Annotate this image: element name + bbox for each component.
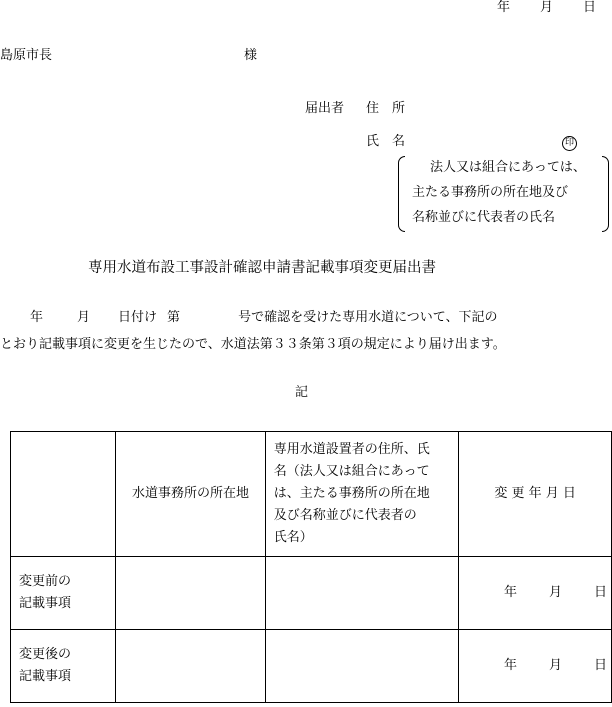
- cell-year: 年: [503, 658, 517, 673]
- cell-month: 月: [548, 585, 562, 600]
- change-table: [10, 431, 612, 703]
- note-line-3: 名称並びに代表者の氏名: [412, 210, 556, 225]
- row-label-line: 記載事項: [19, 669, 72, 684]
- row-label-line: 変更前の: [19, 574, 72, 589]
- note-line-1: 法人又は組合にあっては、: [430, 160, 586, 175]
- row-label-after: [11, 630, 116, 703]
- note-line-2: 主たる事務所の所在地及び: [412, 185, 569, 200]
- ki-heading: 記: [295, 385, 309, 400]
- body-year: 年: [30, 310, 44, 325]
- seal-icon: 印: [562, 136, 577, 151]
- name-label: 氏 名: [366, 134, 406, 149]
- header-change-date: 変 更 年 月 日: [459, 432, 612, 557]
- cell-installer-after: [265, 630, 458, 703]
- date-year: 年: [497, 0, 511, 15]
- note-bracket-left: [398, 156, 405, 232]
- table-row: [11, 630, 612, 703]
- row-label-line: 変更後の: [19, 647, 72, 662]
- cell-year: 年: [503, 585, 517, 600]
- date-month: 月: [540, 0, 554, 15]
- body-line-1: [30, 310, 498, 326]
- body-dated: 日付け: [118, 310, 158, 325]
- submission-date: [497, 0, 596, 16]
- header-installer-line: 及び名称並びに代表者の: [273, 508, 417, 523]
- header-installer-line: 専用水道設置者の住所、氏: [273, 442, 430, 457]
- header-office-location: 水道事務所の所在地: [116, 432, 266, 557]
- row-label-before: [11, 557, 116, 630]
- table-row: [11, 557, 612, 630]
- seal-mark: [562, 134, 577, 151]
- notifier-label: 届出者: [305, 101, 345, 116]
- note-bracket-right: [602, 156, 609, 232]
- header-installer-line: は、主たる事務所の所在地: [273, 486, 430, 501]
- body-line1-rest: 号で確認を受けた専用水道について、下記の: [238, 310, 498, 325]
- cell-office-location-before: [116, 557, 266, 630]
- cell-month: 月: [548, 658, 562, 673]
- addressee-honorific: 様: [244, 48, 258, 63]
- cell-change-date-after: [459, 630, 612, 703]
- header-installer-line: 名（法人又は組合にあって: [273, 464, 430, 479]
- body-month: 月: [77, 310, 91, 325]
- header-installer-line: 氏名）: [273, 530, 313, 545]
- body-no: 第: [167, 310, 181, 325]
- cell-office-location-after: [116, 630, 266, 703]
- cell-day: 日: [593, 658, 607, 673]
- header-blank-cell: [11, 432, 116, 557]
- cell-installer-before: [265, 557, 458, 630]
- cell-change-date-before: [459, 557, 612, 630]
- body-line-2: とおり記載事項に変更を生じたので、水道法第３３条第３項の規定により届け出ます。: [0, 337, 506, 352]
- table-header-row: [11, 432, 612, 557]
- document-title: 専用水道布設工事設計確認申請書記載事項変更届出書: [88, 260, 436, 276]
- row-label-line: 記載事項: [19, 596, 72, 611]
- addressee-name: 島原市長: [0, 48, 53, 63]
- date-day: 日: [583, 0, 597, 15]
- header-installer: [265, 432, 458, 557]
- address-label: 住 所: [366, 101, 406, 116]
- cell-day: 日: [593, 585, 607, 600]
